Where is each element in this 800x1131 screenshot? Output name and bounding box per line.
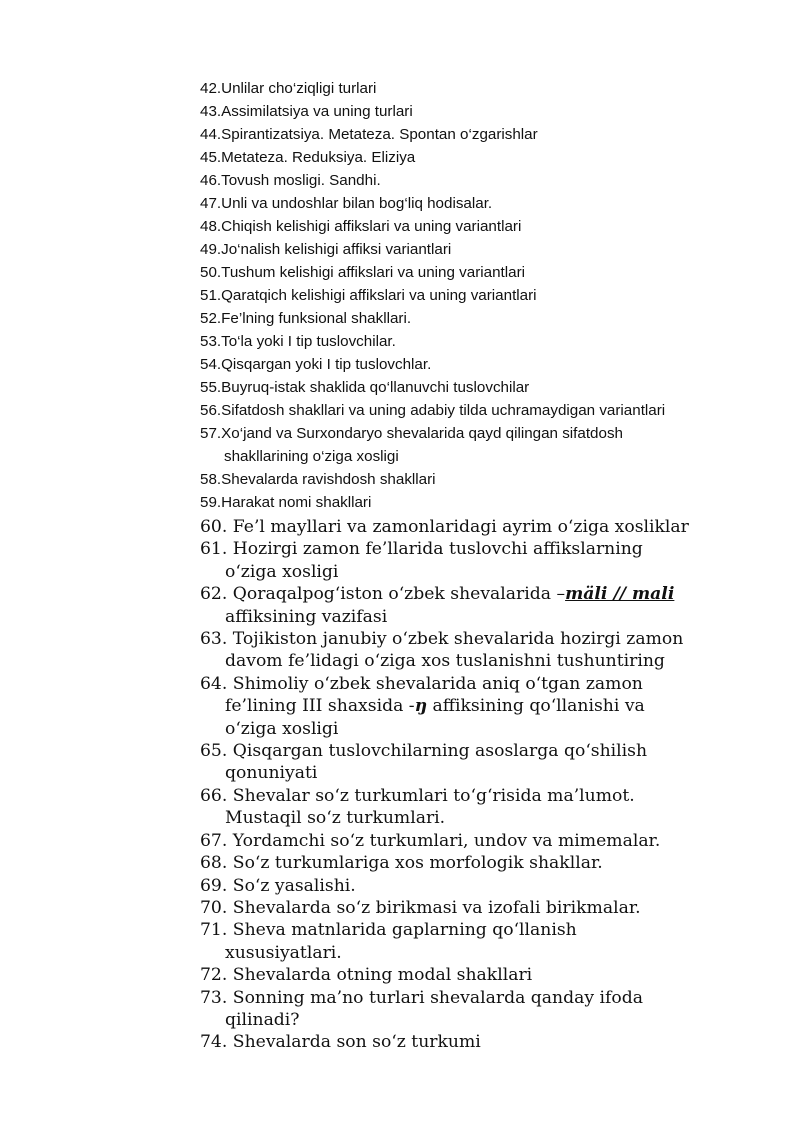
list-item-text: 71. Sheva matnlarida gaplarning qo‘llanish — [200, 920, 577, 941]
list-item-text: 72. Shevalarda otning modal shakllari — [200, 965, 533, 986]
list-item-text: 45.Metateza. Reduksiya. Eliziya — [200, 149, 416, 166]
list-item-continuation: davom fe’lidagi o‘ziga xos tuslanishni tushuntiring — [225, 651, 665, 672]
list-item-text: 42.Unlilar cho‘ziqligi turlari — [200, 80, 377, 97]
list-item-text: 50.Tushum kelishigi affikslari va uning variantlari — [200, 264, 525, 281]
continuation-text: affiksining qo‘llanishi va — [427, 696, 645, 717]
list-item-continuation: affiksining vazifasi — [225, 606, 388, 627]
list-item-71 — [200, 919, 760, 964]
affix-emphasis: mӓli // mali — [565, 584, 675, 605]
list-item-46 — [200, 169, 760, 192]
question-list — [200, 77, 760, 1054]
list-item-50 — [200, 261, 760, 284]
list-item-64 — [200, 673, 760, 740]
list-item-text: 60. Fe’l mayllari va zamonlaridagi ayrim o‘ziga xosliklar — [200, 517, 689, 537]
list-item-text: 70. Shevalarda so‘z birikmasi va izofali birikmalar. — [200, 897, 641, 918]
list-item-73 — [200, 987, 760, 1032]
list-item-text: 58.Shevalarda ravishdosh shakllari — [200, 471, 436, 488]
list-item-69 — [200, 875, 760, 897]
list-item-47 — [200, 192, 760, 215]
list-item-43 — [200, 100, 760, 123]
list-item-49 — [200, 238, 760, 261]
list-item-42 — [200, 77, 760, 100]
list-item-continuation: qonuniyati — [225, 763, 318, 784]
list-item-51 — [200, 284, 760, 307]
list-item-text: 63. Tojikiston janubiy o‘zbek shevalarida hozirgi zamon — [200, 629, 684, 650]
list-item-text: 74. Shevalarda son so‘z turkumi — [200, 1032, 481, 1053]
list-item-text: 73. Sonning ma’no turlari shevalarda qanday ifoda — [200, 987, 643, 1008]
list-item-text: 53.To‘la yoki I tip tuslovchilar. — [200, 333, 396, 350]
list-item-55 — [200, 376, 760, 399]
list-item-text: 59.Harakat nomi shakllari — [200, 494, 372, 511]
list-item-74 — [200, 1031, 760, 1053]
list-item-68 — [200, 852, 760, 874]
list-item-continuation: o‘ziga xosligi — [225, 561, 339, 582]
list-item-continuation: qilinadi? — [225, 1009, 300, 1030]
list-item-text: 47.Unli va undoshlar bilan bog‘liq hodisalar. — [200, 195, 493, 212]
list-item-text: 66. Shevalar so‘z turkumlari to‘g‘risida ma’lumot. — [200, 785, 635, 806]
list-item-text: 46.Tovush mosligi. Sandhi. — [200, 172, 381, 189]
list-item-continuation — [200, 695, 760, 717]
list-item-58 — [200, 468, 760, 491]
list-item-54 — [200, 353, 760, 376]
list-item-67 — [200, 830, 760, 852]
list-item-text: 55.Buyruq-istak shaklida qo‘llanuvchi tuslovchilar — [200, 379, 530, 396]
list-item-continuation: xususiyatlari. — [225, 942, 342, 963]
list-item-text: 65. Qisqargan tuslovchilarning asoslarga qo‘shilish — [200, 741, 648, 762]
list-item-text: 67. Yordamchi so‘z turkumlari, undov va mimemalar. — [200, 830, 661, 851]
list-item-text: 43.Assimilatsiya va uning turlari — [200, 103, 413, 120]
list-item-65 — [200, 740, 760, 785]
list-item-text: 68. So‘z turkumlariga xos morfologik shakllar. — [200, 853, 603, 874]
list-item-text: 57.Xo‘jand va Surxondaryo shevalarida qayd qilingan sifatdosh — [200, 425, 623, 442]
continuation-text: fe’lining III shaxsida - — [225, 696, 415, 717]
list-item-text: 44.Spirantizatsiya. Metateza. Spontan o‘zgarishlar — [200, 126, 538, 143]
list-item-text: 56.Sifatdosh shakllari va uning adabiy tilda uchramaydigan variantlari — [200, 402, 666, 419]
list-item-48 — [200, 215, 760, 238]
list-item-61 — [200, 538, 760, 583]
list-item-59 — [200, 491, 760, 514]
list-item-continuation: Mustaqil so‘z turkumlari. — [225, 808, 446, 829]
list-item-52 — [200, 307, 760, 330]
list-item-text: 49.Jo‘nalish kelishigi affiksi variantlari — [200, 241, 452, 258]
list-item-70 — [200, 897, 760, 919]
list-item-text: 62. Qoraqalpog‘iston o‘zbek shevalarida – — [200, 584, 566, 605]
list-item-continuation: shakllarining o‘ziga xosligi — [224, 448, 399, 465]
list-item-62 — [200, 583, 760, 628]
list-item-66 — [200, 785, 760, 830]
list-item-text: 51.Qaratqich kelishigi affikslari va uning variantlari — [200, 287, 537, 304]
list-item-text: 48.Chiqish kelishigi affikslari va uning variantlari — [200, 218, 522, 235]
list-item-63 — [200, 628, 760, 673]
list-item-text: 54.Qisqargan yoki I tip tuslovchlar. — [200, 356, 432, 373]
list-item-56 — [200, 399, 760, 422]
list-item-60 — [200, 516, 760, 538]
list-item-72 — [200, 964, 760, 986]
list-item-57 — [200, 422, 760, 468]
list-item-continuation: o‘ziga xosligi — [225, 718, 339, 739]
list-item-text: 64. Shimoliy o‘zbek shevalarida aniq o‘tgan zamon — [200, 673, 643, 694]
list-item-text: 52.Fe’lning funksional shakllari. — [200, 310, 412, 327]
list-item-text: 69. So‘z yasalishi. — [200, 875, 356, 896]
list-item-45 — [200, 146, 760, 169]
affix-emphasis: ŋ — [414, 696, 428, 717]
list-item-53 — [200, 330, 760, 353]
list-item-44 — [200, 123, 760, 146]
list-item-text: 61. Hozirgi zamon fe’llarida tuslovchi affikslarning — [200, 539, 643, 560]
